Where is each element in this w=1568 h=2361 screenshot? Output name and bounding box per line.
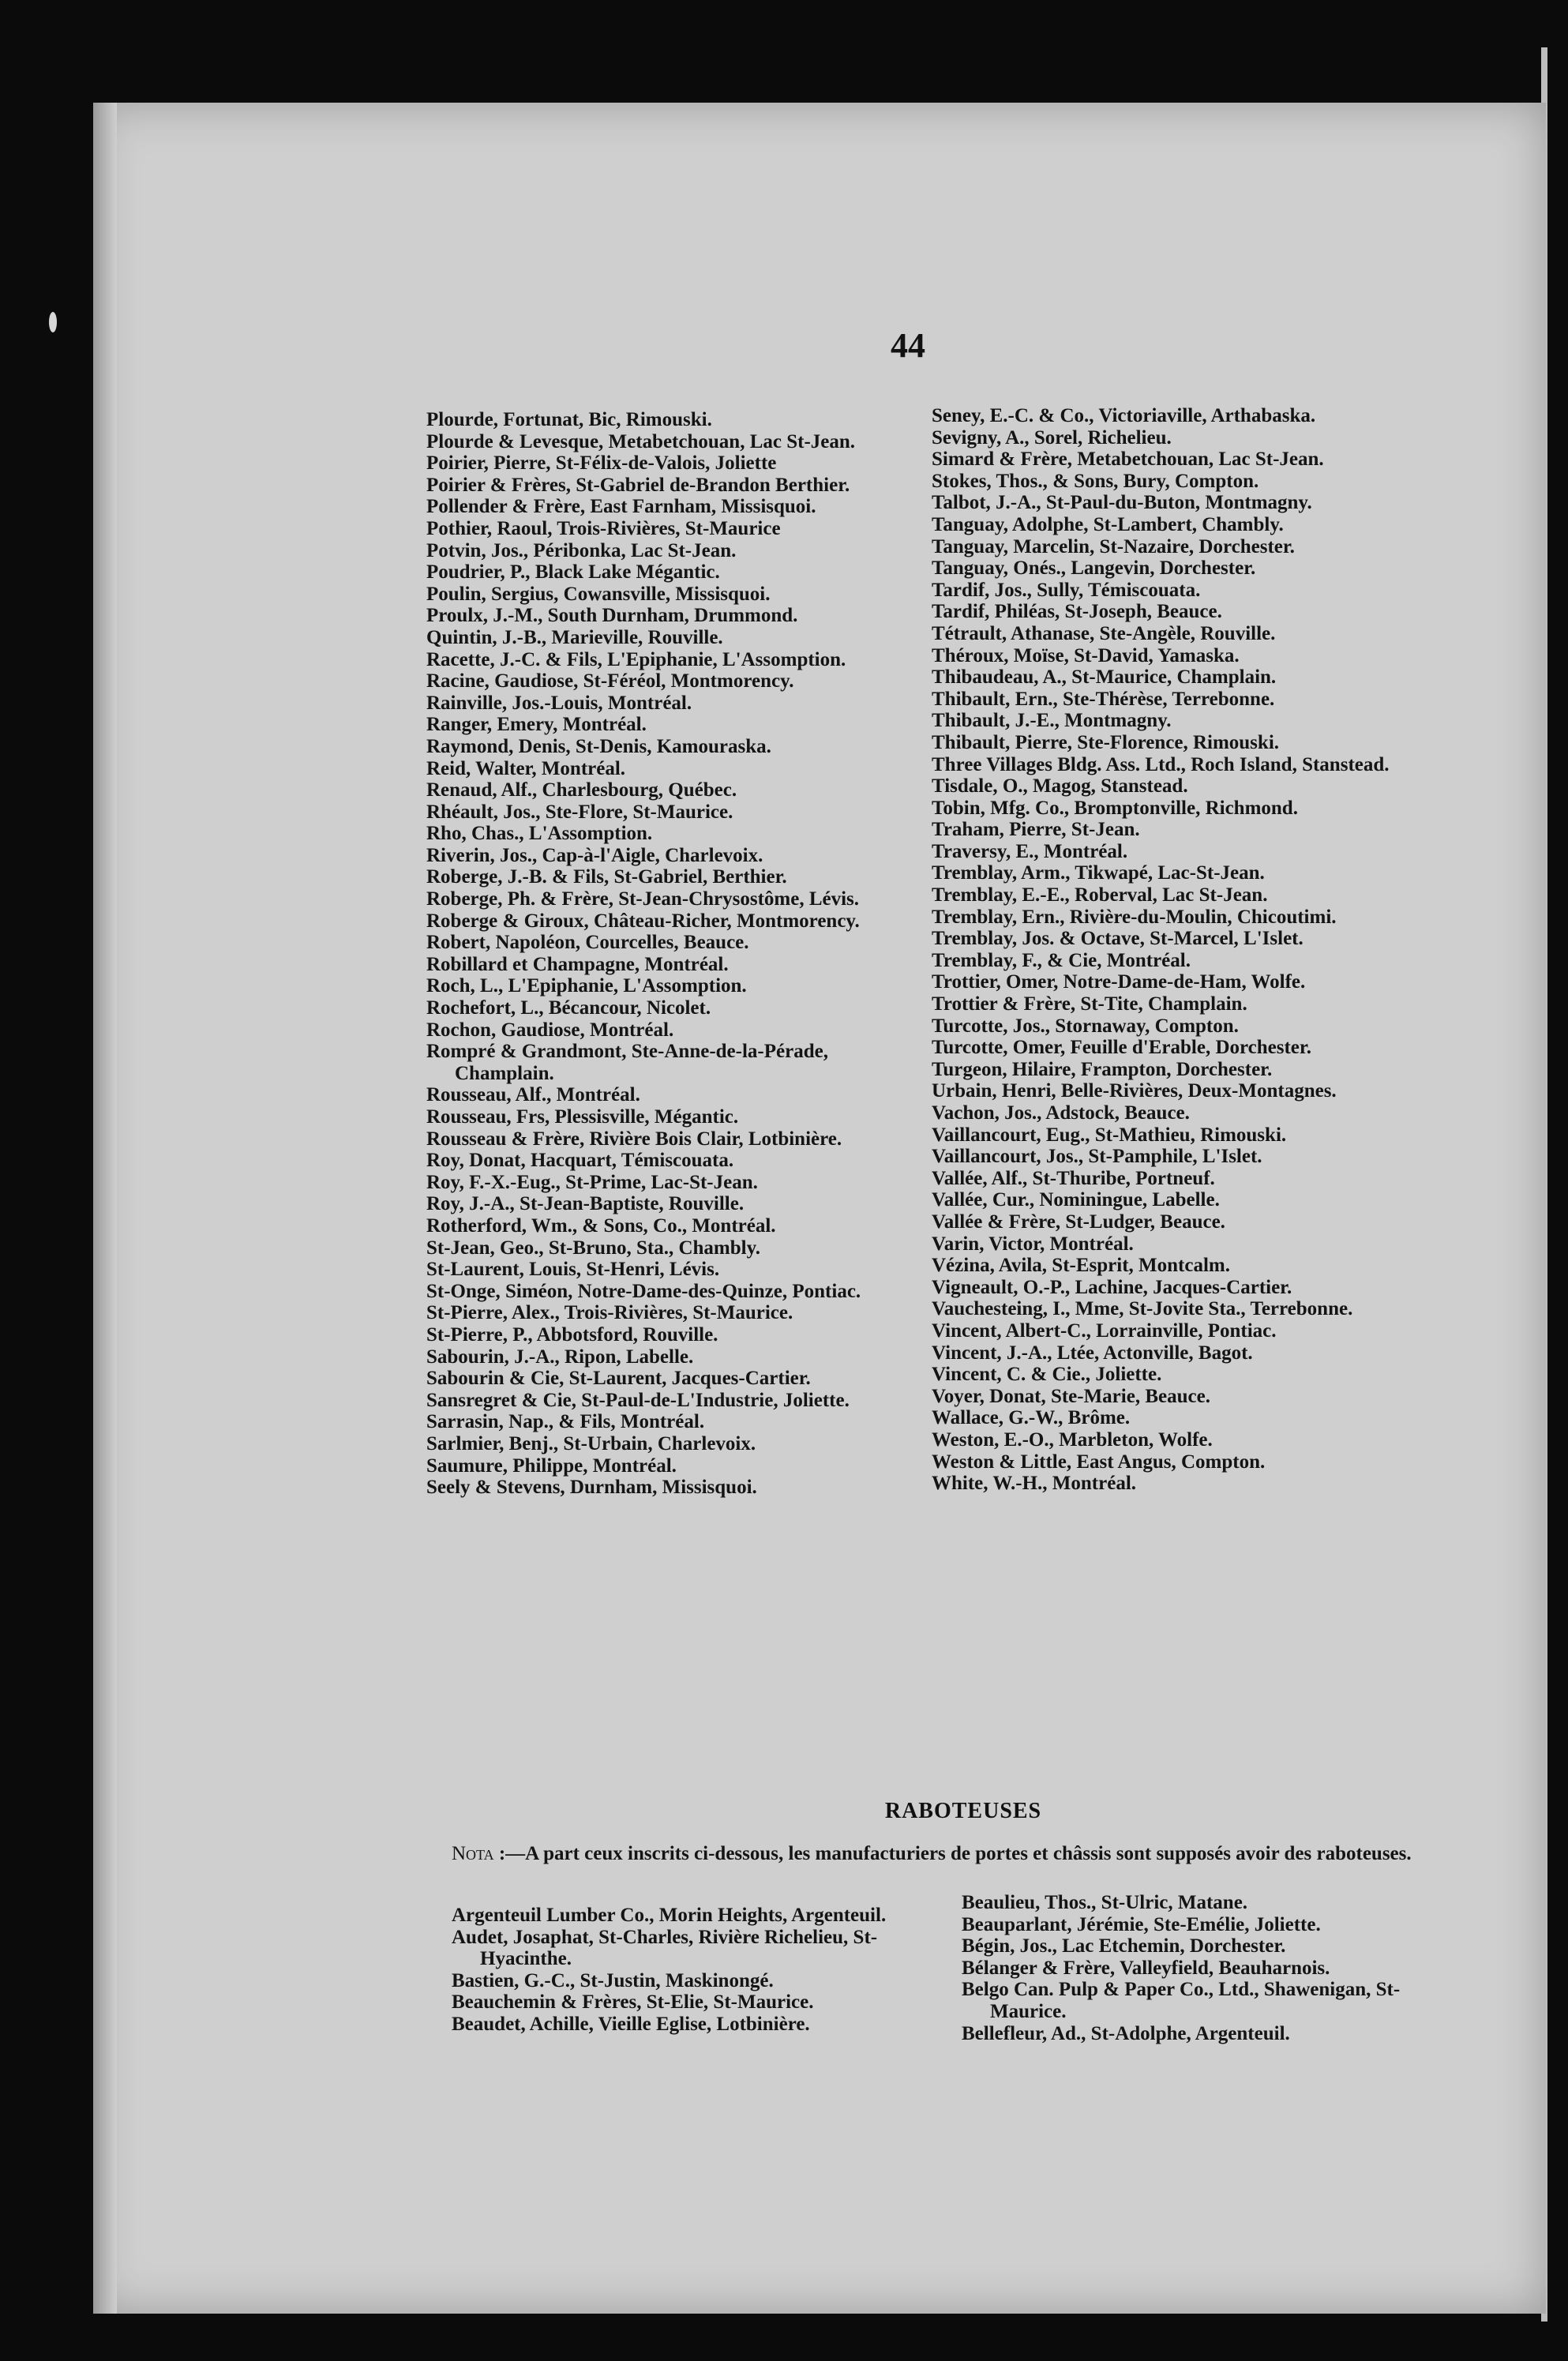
list-item: St-Onge, Siméon, Notre-Dame-des-Quinze, Pontiac.: [426, 1280, 861, 1302]
list-item: Riverin, Jos., Cap-à-l'Aigle, Charlevoix.: [426, 844, 763, 866]
list-item: Bégin, Jos., Lac Etchemin, Dorchester.: [962, 1935, 1286, 1957]
list-item: Tremblay, F., & Cie, Montréal.: [932, 949, 1191, 971]
page-number: 44: [891, 326, 925, 365]
list-item: Urbain, Henri, Belle-Rivières, Deux-Montagnes.: [932, 1080, 1337, 1102]
list-item: Thibaudeau, A., St-Maurice, Champlain.: [932, 666, 1277, 689]
list-item: St-Pierre, Alex., Trois-Rivières, St-Maurice.: [426, 1302, 793, 1324]
list-item: Vincent, J.-A., Ltée, Actonville, Bagot.: [932, 1342, 1253, 1364]
list-item: Bastien, G.-C., St-Justin, Maskinongé.: [452, 1969, 774, 1991]
list-item: Tobin, Mfg. Co., Bromptonville, Richmond.: [932, 797, 1298, 819]
list-item: Ranger, Emery, Montréal.: [426, 714, 647, 736]
list-item: Weston, E.-O., Marbleton, Wolfe.: [932, 1428, 1213, 1451]
list-item: Tisdale, O., Magog, Stanstead.: [932, 775, 1188, 798]
left-column: [426, 409, 900, 1499]
list-item: Audet, Josaphat, St-Charles, Rivière Richelieu, St-Hyacinthe.: [452, 1926, 878, 1970]
list-item: Stokes, Thos., & Sons, Bury, Compton.: [932, 470, 1259, 492]
list-item: Sansregret & Cie, St-Paul-de-L'Industrie, Joliette.: [426, 1389, 850, 1411]
list-item: Tanguay, Adolphe, St-Lambert, Chambly.: [932, 513, 1284, 535]
list-item: Rainville, Jos.-Louis, Montréal.: [426, 692, 692, 714]
list-item: Tanguay, Onés., Langevin, Dorchester.: [932, 557, 1256, 580]
list-item: Roy, Donat, Hacquart, Témiscouata.: [426, 1150, 734, 1172]
list-item: Quintin, J.-B., Marieville, Rouville.: [426, 626, 723, 648]
list-item: Racine, Gaudiose, St-Féréol, Montmorency.: [426, 670, 794, 693]
bottom-left-column: [452, 1905, 933, 2036]
list-item: Traversy, E., Montréal.: [932, 840, 1128, 862]
list-item: Belgo Can. Pulp & Paper Co., Ltd., Shawenigan, St-Maurice.: [962, 1979, 1401, 2022]
scan-artifact: [49, 312, 57, 332]
list-item: Beauparlant, Jérémie, Ste-Emélie, Joliette.: [962, 1913, 1321, 1935]
list-item: Sabourin & Cie, St-Laurent, Jacques-Cartier.: [426, 1368, 811, 1390]
list-item: Roberge, J.-B. & Fils, St-Gabriel, Berthier.: [426, 866, 787, 888]
list-item: St-Laurent, Louis, St-Henri, Lévis.: [426, 1259, 720, 1281]
list-item: Turgeon, Hilaire, Frampton, Dorchester.: [932, 1058, 1273, 1080]
list-item: Robillard et Champagne, Montréal.: [426, 953, 729, 975]
list-item: Argenteuil Lumber Co., Morin Heights, Argenteuil.: [452, 1905, 887, 1926]
list-item: Tremblay, E.-E., Roberval, Lac St-Jean.: [932, 884, 1268, 906]
list-item: Turcotte, Omer, Feuille d'Erable, Dorchester.: [932, 1037, 1311, 1059]
nota-text: :—A part ceux inscrits ci-dessous, les manufacturiers de portes et châssis sont supposés avoir des raboteuses.: [498, 1843, 1412, 1864]
list-item: Potvin, Jos., Péribonka, Lac St-Jean.: [426, 539, 737, 561]
list-item: Roch, L., L'Epiphanie, L'Assomption.: [426, 975, 747, 997]
list-item: Tardif, Philéas, St-Joseph, Beauce.: [932, 601, 1222, 623]
list-item: Tanguay, Marcelin, St-Nazaire, Dorchester.: [932, 535, 1295, 557]
list-item: Roberge, Ph. & Frère, St-Jean-Chrysostôme, Lévis.: [426, 888, 860, 910]
list-item: Vaillancourt, Eug., St-Mathieu, Rimouski.: [932, 1124, 1287, 1146]
list-item: Vallée & Frère, St-Ludger, Beauce.: [932, 1211, 1225, 1233]
list-item: Sarlmier, Benj., St-Urbain, Charlevoix.: [426, 1432, 756, 1455]
list-item: Thibault, J.-E., Montmagny.: [932, 710, 1172, 732]
list-item: Beauchemin & Frères, St-Elie, St-Maurice.: [452, 1991, 814, 2014]
list-item: Weston & Little, East Angus, Compton.: [932, 1451, 1266, 1473]
list-item: Trottier & Frère, St-Tite, Champlain.: [932, 993, 1247, 1015]
list-item: Plourde, Fortunat, Bic, Rimouski.: [426, 409, 712, 430]
list-item: Vauchesteing, I., Mme, St-Jovite Sta., Terrebonne.: [932, 1298, 1353, 1320]
list-item: Beaudet, Achille, Vieille Eglise, Lotbinière.: [452, 2013, 810, 2035]
list-item: Vincent, C. & Cie., Joliette.: [932, 1364, 1162, 1386]
list-item: Poirier & Frères, St-Gabriel de-Brandon Berthier.: [426, 474, 850, 496]
list-item: Plourde & Levesque, Metabetchouan, Lac St-Jean.: [426, 430, 856, 452]
list-item: Saumure, Philippe, Montréal.: [426, 1455, 677, 1477]
list-item: Tardif, Jos., Sully, Témiscouata.: [932, 579, 1201, 601]
list-item: Rho, Chas., L'Assomption.: [426, 823, 653, 845]
list-item: Robert, Napoléon, Courcelles, Beauce.: [426, 932, 749, 954]
list-item: Proulx, J.-M., South Durnham, Drummond.: [426, 605, 798, 627]
list-item: Théroux, Moïse, St-David, Yamaska.: [932, 644, 1240, 666]
list-item: Rompré & Grandmont, Ste-Anne-de-la-Pérade, Champlain.: [426, 1041, 828, 1084]
list-item: St-Pierre, P., Abbotsford, Rouville.: [426, 1323, 718, 1346]
right-column: [932, 405, 1415, 1495]
list-item: Three Villages Bldg. Ass. Ltd., Roch Island, Stanstead.: [932, 753, 1390, 775]
list-item: Tremblay, Ern., Rivière-du-Moulin, Chicoutimi.: [932, 906, 1337, 928]
list-item: Voyer, Donat, Ste-Marie, Beauce.: [932, 1385, 1210, 1407]
list-item: Renaud, Alf., Charlesbourg, Québec.: [426, 779, 737, 801]
list-item: Reid, Walter, Montréal.: [426, 757, 626, 779]
list-item: Turcotte, Jos., Stornaway, Compton.: [932, 1015, 1239, 1037]
list-item: Thibault, Ern., Ste-Thérèse, Terrebonne.: [932, 688, 1275, 710]
list-item: Vigneault, O.-P., Lachine, Jacques-Cartier.: [932, 1276, 1292, 1298]
list-item: Rousseau & Frère, Rivière Bois Clair, Lotbinière.: [426, 1128, 842, 1150]
list-item: Pothier, Raoul, Trois-Rivières, St-Maurice: [426, 517, 781, 539]
list-item: Roy, F.-X.-Eug., St-Prime, Lac-St-Jean.: [426, 1171, 758, 1193]
section-title: RABOTEUSES: [884, 1799, 1042, 1823]
list-item: Sabourin, J.-A., Ripon, Labelle.: [426, 1346, 694, 1368]
list-item: Poirier, Pierre, St-Félix-de-Valois, Joliette: [426, 452, 777, 475]
list-item: Tétrault, Athanase, Ste-Angèle, Rouville.: [932, 622, 1276, 644]
list-item: Pollender & Frère, East Farnham, Missisquoi.: [426, 496, 816, 518]
list-item: Bélanger & Frère, Valleyfield, Beauharnois.: [962, 1957, 1330, 1979]
list-item: Tremblay, Arm., Tikwapé, Lac-St-Jean.: [932, 862, 1265, 884]
list-item: Vallée, Alf., St-Thuribe, Portneuf.: [932, 1167, 1215, 1189]
list-item: Trottier, Omer, Notre-Dame-de-Ham, Wolfe.: [932, 971, 1306, 993]
list-item: Racette, J.-C. & Fils, L'Epiphanie, L'Assomption.: [426, 648, 846, 670]
list-item: Wallace, G.-W., Brôme.: [932, 1407, 1131, 1429]
nota-note: [452, 1843, 1454, 1865]
nota-label: Nota: [452, 1843, 494, 1864]
list-item: St-Jean, Geo., St-Bruno, Sta., Chambly.: [426, 1237, 760, 1259]
list-item: Varin, Victor, Montréal.: [932, 1233, 1134, 1255]
list-item: Rousseau, Alf., Montréal.: [426, 1084, 640, 1106]
list-item: Poulin, Sergius, Cowansville, Missisquoi.: [426, 583, 771, 605]
list-item: Vallée, Cur., Nominingue, Labelle.: [932, 1189, 1220, 1211]
list-item: Vincent, Albert-C., Lorrainville, Pontiac.: [932, 1319, 1277, 1342]
list-item: Rochon, Gaudiose, Montréal.: [426, 1019, 674, 1041]
list-item: Vézina, Avila, St-Esprit, Montcalm.: [932, 1255, 1230, 1277]
list-item: Beaulieu, Thos., St-Ulric, Matane.: [962, 1892, 1248, 1913]
list-item: Roberge & Giroux, Château-Richer, Montmorency.: [426, 910, 860, 932]
list-item: Tremblay, Jos. & Octave, St-Marcel, L'Islet.: [932, 928, 1304, 950]
list-item: Rousseau, Frs, Plessisville, Mégantic.: [426, 1106, 739, 1128]
list-item: Sarrasin, Nap., & Fils, Montréal.: [426, 1411, 705, 1433]
list-item: Rotherford, Wm., & Sons, Co., Montréal.: [426, 1214, 776, 1237]
bottom-right-column: [962, 1892, 1451, 2044]
list-item: Bellefleur, Ad., St-Adolphe, Argenteuil.: [962, 2022, 1290, 2044]
list-item: Seney, E.-C. & Co., Victoriaville, Arthabaska.: [932, 405, 1316, 426]
page-binding-shadow: [93, 103, 117, 2314]
list-item: Vachon, Jos., Adstock, Beauce.: [932, 1102, 1190, 1124]
list-item: White, W.-H., Montréal.: [932, 1473, 1137, 1495]
list-item: Simard & Frère, Metabetchouan, Lac St-Jean.: [932, 449, 1324, 471]
list-item: Poudrier, P., Black Lake Mégantic.: [426, 561, 720, 584]
list-item: Rochefort, L., Bécancour, Nicolet.: [426, 997, 711, 1019]
list-item: Raymond, Denis, St-Denis, Kamouraska.: [426, 735, 771, 757]
list-item: Vaillancourt, Jos., St-Pamphile, L'Islet.: [932, 1146, 1262, 1168]
list-item: Thibault, Pierre, Ste-Florence, Rimouski.: [932, 731, 1280, 753]
list-item: Rhéault, Jos., Ste-Flore, St-Maurice.: [426, 801, 733, 823]
list-item: Sevigny, A., Sorel, Richelieu.: [932, 426, 1172, 449]
list-item: Roy, J.-A., St-Jean-Baptiste, Rouville.: [426, 1193, 745, 1215]
list-item: Seely & Stevens, Durnham, Missisquoi.: [426, 1477, 757, 1499]
list-item: Traham, Pierre, St-Jean.: [932, 819, 1140, 841]
list-item: Talbot, J.-A., St-Paul-du-Buton, Montmagny.: [932, 492, 1312, 514]
